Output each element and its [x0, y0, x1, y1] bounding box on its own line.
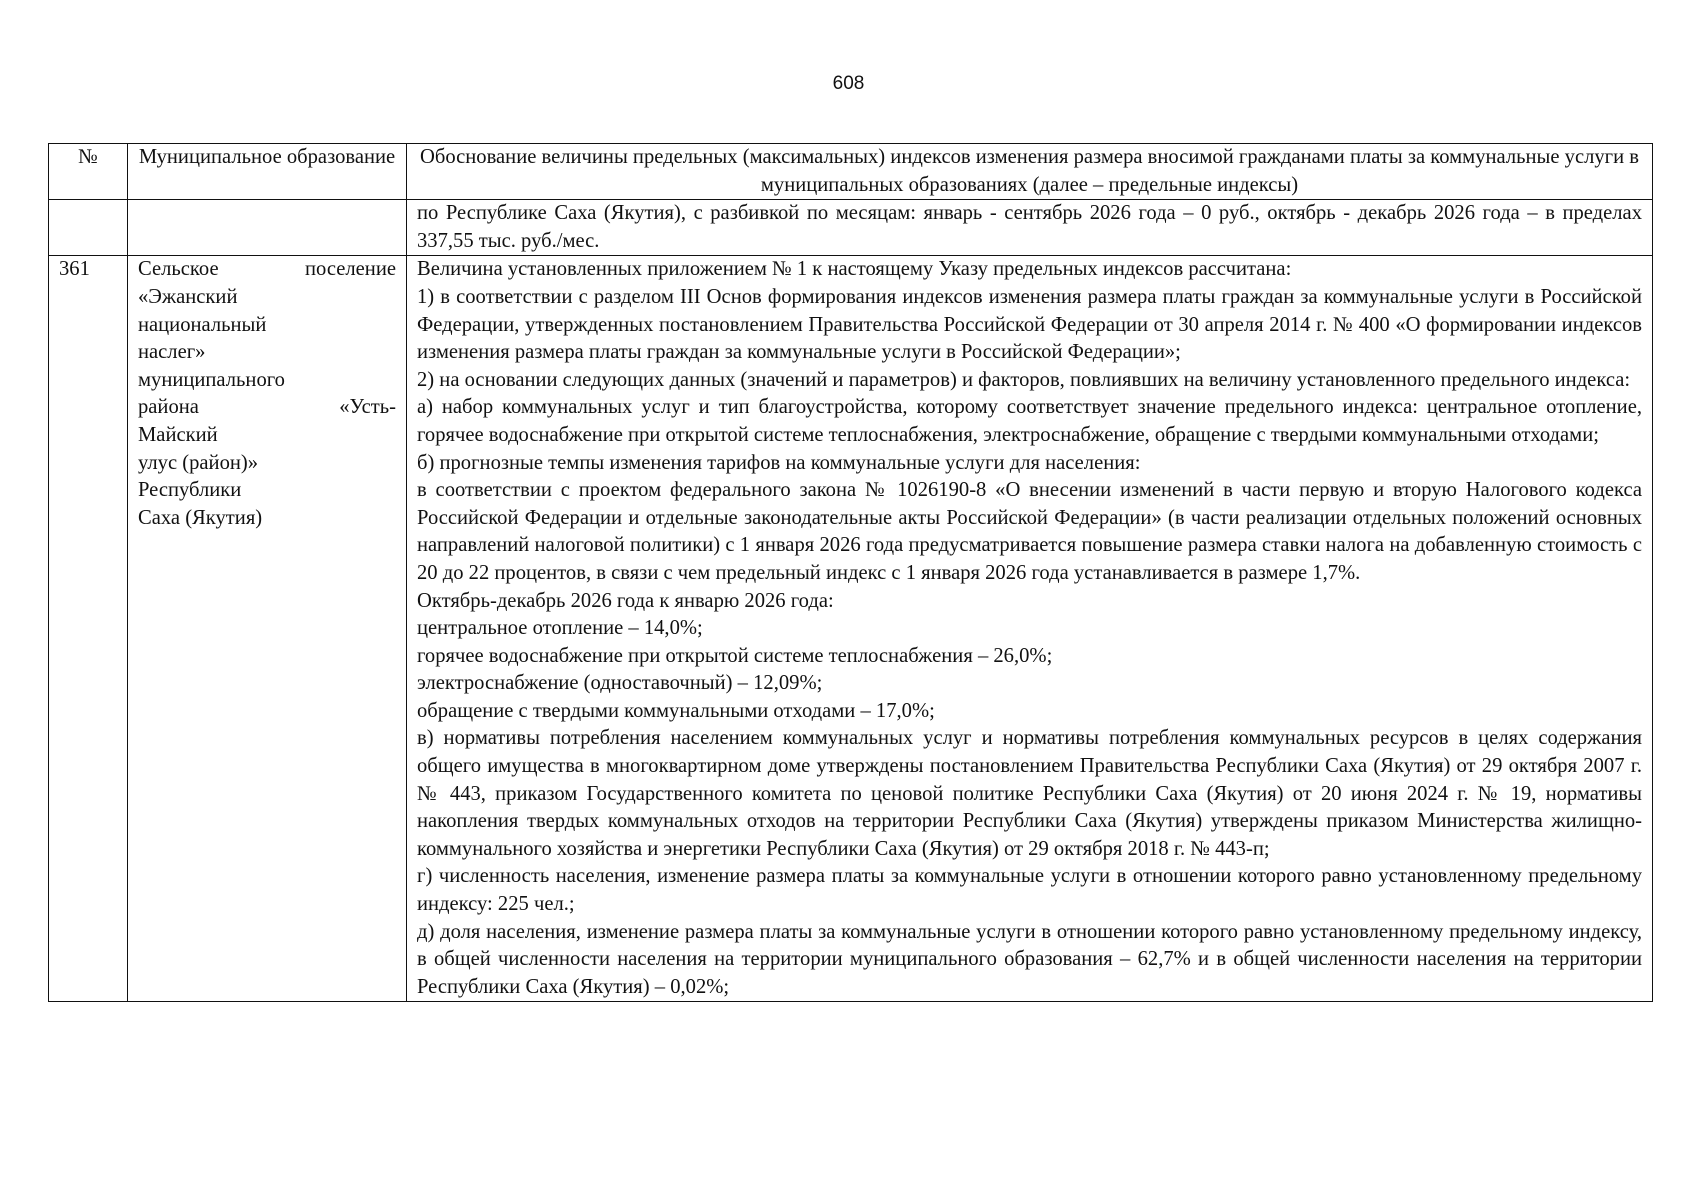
- paragraph-period: Октябрь-декабрь 2026 года к январю 2026 года:: [417, 589, 834, 612]
- paragraph-item-d: д) доля населения, изменение размера платы за коммунальные услуги в отношении которого равно установленному предельному индексу, в общей численности населения на территории муниципального образования – 62,7% и в общей численности населения на территории Республики Саха (Якутия) – 0,02%;: [417, 920, 1642, 998]
- municipality-line: наслег»: [138, 341, 206, 364]
- continuation-municipality: [128, 200, 407, 256]
- header-municipality: Муниципальное образование: [128, 144, 407, 200]
- page-number: 608: [832, 73, 865, 94]
- justification-text: [407, 256, 1653, 1002]
- justification-table: [48, 143, 1653, 1002]
- municipality-line: «Эжанский: [138, 285, 238, 308]
- municipality-line: Сельское поселение: [138, 258, 396, 281]
- rate-heating: центральное отопление – 14,0%;: [417, 617, 703, 640]
- municipality-line: улус (район)»: [138, 451, 259, 474]
- paragraph-item-a: а) набор коммунальных услуг и тип благоустройства, которому соответствует значение предельного индекса: центральное отопление, горячее водоснабжение при открытой системе теплоснабжения, электроснабжение, обращение с твердыми коммунальными отходами;: [417, 396, 1642, 446]
- municipality-line: Саха (Якутия): [138, 506, 263, 529]
- paragraph-item-v: в) нормативы потребления населением коммунальных услуг и нормативы потребления коммунальных ресурсов в целях содержания общего имущества в многоквартирном доме утверждены постановлением Правительства Республики Саха (Якутия) от 29 октября 2007 г. № 443, приказом Государственного комитета по ценовой политике Республики Саха (Якутия) от 20 июня 2024 г. № 19, нормативы накопления твердых коммунальных отходов на территории Республики Саха (Якутия) утверждены приказом Министерства жилищно-коммунального хозяйства и энергетики Республики Саха (Якутия) от 29 октября 2018 г. № 443-п;: [417, 727, 1642, 860]
- paragraph-item-2: 2) на основании следующих данных (значений и параметров) и факторов, повлиявших на величину установленного предельного индекса:: [417, 368, 1631, 391]
- row-number: 361: [49, 256, 128, 1002]
- header-number: №: [49, 144, 128, 200]
- continuation-number: [49, 200, 128, 256]
- rate-electricity: электроснабжение (одноставочный) – 12,09%;: [417, 672, 823, 695]
- table-row-continuation: [49, 200, 1653, 256]
- paragraph-item-g: г) численность населения, изменение размера платы за коммунальные услуги в отношении которого равно установленному предельному индексу: 225 чел.;: [417, 865, 1642, 916]
- municipality-line: Майский: [138, 423, 218, 446]
- municipality-line: муниципального: [138, 368, 285, 391]
- rate-hot-water: горячее водоснабжение при открытой системе теплоснабжения – 26,0%;: [417, 644, 1053, 667]
- table-header-row: [49, 144, 1653, 200]
- paragraph-intro: Величина установленных приложением № 1 к настоящему Указу предельных индексов рассчитана:: [417, 258, 1292, 281]
- continuation-text: по Республике Саха (Якутия), с разбивкой по месяцам: январь - сентябрь 2026 года – 0 руб., октябрь - декабрь 2026 года – в пределах 337,55 тыс. руб./мес.: [407, 200, 1653, 256]
- paragraph-item-1: 1) в соответствии с разделом III Основ формирования индексов изменения размера платы граждан за коммунальные услуги в Российской Федерации, утвержденных постановлением Правительства Российской Федерации от 30 апреля 2014 г. № 400 «О формировании индексов изменения размера платы граждан за коммунальные услуги в Российской Федерации»;: [417, 285, 1642, 364]
- rate-waste: обращение с твердыми коммунальными отходами – 17,0%;: [417, 699, 935, 722]
- paragraph-item-b: б) прогнозные темпы изменения тарифов на коммунальные услуги для населения:: [417, 451, 1141, 474]
- table-row-361: [49, 256, 1653, 1002]
- municipality-line: Республики: [138, 479, 242, 502]
- header-justification: Обоснование величины предельных (максимальных) индексов изменения размера вносимой гражданами платы за коммунальные услуги в муниципальных образованиях (далее – предельные индексы): [407, 144, 1653, 200]
- paragraph-tax-note: в соответствии с проектом федерального закона № 1026190-8 «О внесении изменений в части первую и вторую Налогового кодекса Российской Федерации и отдельные законодательные акты Российской Федерации» (в части реализации отдельных положений основных направлений налоговой политики) с 1 января 2026 года предусматривается повышение размера ставки налога на добавленную стоимость с 20 до 22 процентов, в связи с чем предельный индекс с 1 января 2026 года устанавливается в размере 1,7%.: [417, 479, 1642, 584]
- municipality-line: национальный: [138, 313, 267, 336]
- municipality-line: района «Усть-: [138, 396, 396, 419]
- municipality-name: [128, 256, 407, 1002]
